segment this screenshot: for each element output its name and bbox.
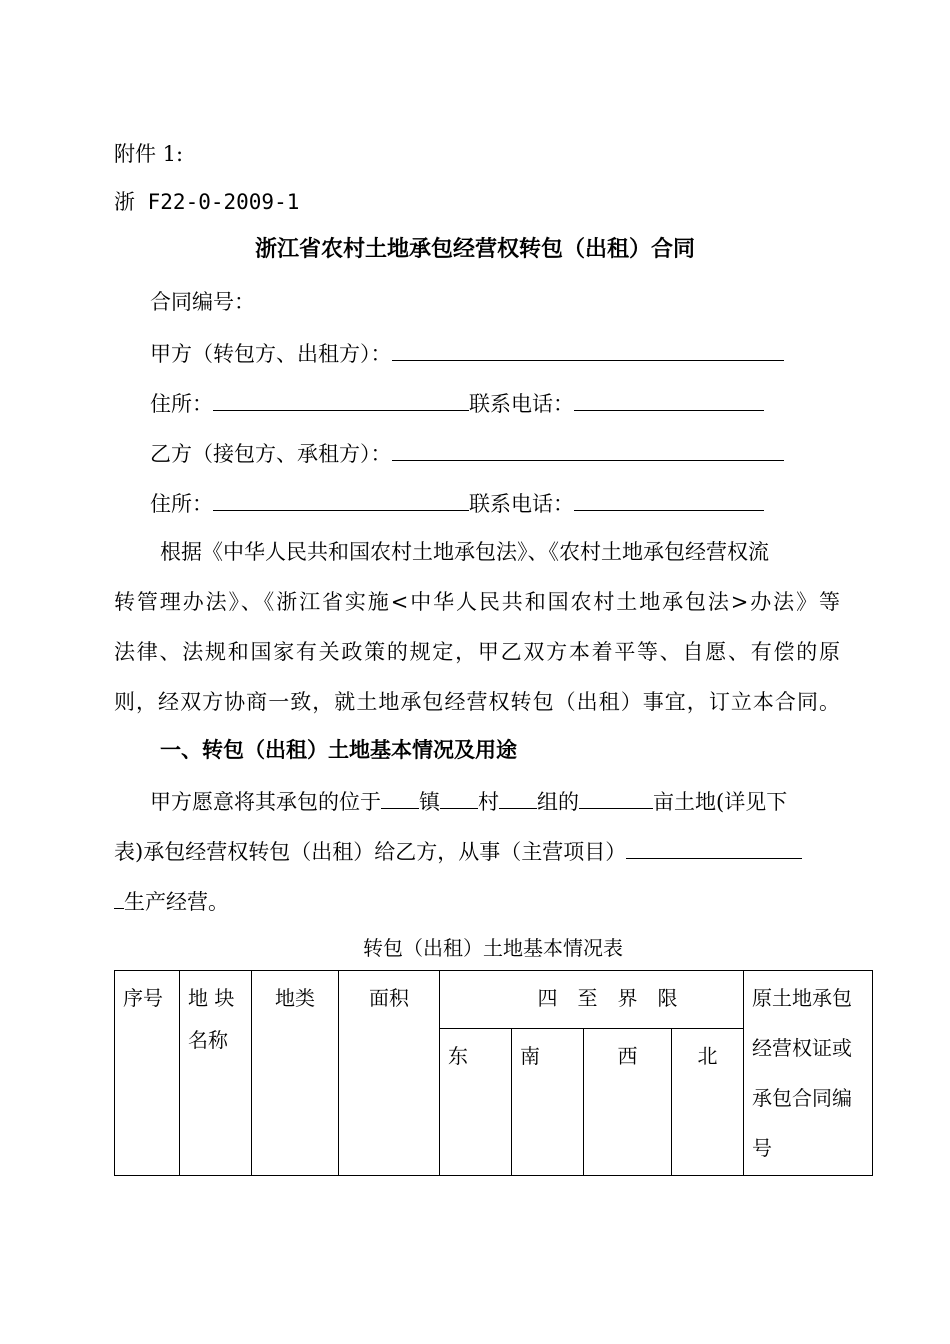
address-label: 住所： xyxy=(150,392,213,416)
town-blank[interactable] xyxy=(381,786,419,809)
header-land-type: 地类 xyxy=(252,971,339,1176)
party-b-address-row xyxy=(150,488,764,518)
table-caption: 转包（出租）土地基本情况表 xyxy=(363,936,623,960)
party-a-address-blank[interactable] xyxy=(213,388,469,411)
land-info-table xyxy=(114,970,873,1176)
party-b-phone-blank[interactable] xyxy=(574,488,764,511)
attachment-label: 附件 1: xyxy=(114,142,184,166)
group-label: 组的 xyxy=(537,790,579,814)
phone-label: 联系电话： xyxy=(469,392,574,416)
party-b-address-blank[interactable] xyxy=(213,488,469,511)
section-1-paragraph-line-1 xyxy=(150,786,787,816)
preamble-line-4: 则，经双方协商一致，就土地承包经营权转包（出租）事宜，订立本合同。 xyxy=(114,690,840,714)
business-blank[interactable] xyxy=(626,836,802,859)
header-west: 西 xyxy=(584,1029,672,1176)
party-a-label: 甲方（转包方、出租方）： xyxy=(150,342,392,366)
section-1-heading: 一、转包（出租）土地基本情况及用途 xyxy=(160,737,517,762)
party-a-address-row xyxy=(150,388,764,418)
header-certificate: 原土地承包 经营权证或 承包合同编 号 xyxy=(744,971,873,1176)
contract-number-label: 合同编号： xyxy=(150,290,255,314)
header-south: 南 xyxy=(512,1029,584,1176)
area-blank[interactable] xyxy=(579,786,653,809)
header-east: 东 xyxy=(440,1029,512,1176)
header-serial: 序号 xyxy=(115,971,180,1176)
document-code: 浙 F22-0-2009-1 xyxy=(114,190,300,214)
village-label: 村 xyxy=(478,790,499,814)
party-b-blank[interactable] xyxy=(392,438,784,461)
business-blank-continued[interactable] xyxy=(114,886,124,909)
preamble-line-3: 法律、法规和国家有关政策的规定，甲乙双方本着平等、自愿、有偿的原 xyxy=(114,640,840,664)
town-label: 镇 xyxy=(419,790,440,814)
phone-label: 联系电话： xyxy=(469,492,574,516)
preamble-line-1: 根据《中华人民共和国农村土地承包法》、《农村土地承包经营权流 xyxy=(160,540,769,564)
address-label: 住所： xyxy=(150,492,213,516)
business-label: 表)承包经营权转包（出租）给乙方，从事（主营项目） xyxy=(114,840,627,864)
preamble-line-2: 转管理办法》、《浙江省实施<中华人民共和国农村土地承包法>办法》等 xyxy=(114,590,840,614)
section-1-paragraph-line-2 xyxy=(114,836,802,866)
group-blank[interactable] xyxy=(499,786,537,809)
section-1-paragraph-line-3 xyxy=(114,886,229,916)
mu-label: 亩土地(详见下 xyxy=(653,790,788,814)
header-plot-name: 地 块 名称 xyxy=(180,971,252,1176)
party-a-field xyxy=(150,338,784,368)
party-b-label: 乙方（接包方、承租方）： xyxy=(150,442,392,466)
party-a-phone-blank[interactable] xyxy=(574,388,764,411)
header-north: 北 xyxy=(672,1029,744,1176)
village-blank[interactable] xyxy=(440,786,478,809)
party-b-field xyxy=(150,438,784,468)
location-label: 甲方愿意将其承包的位于 xyxy=(150,790,381,814)
party-a-blank[interactable] xyxy=(392,338,784,361)
page-title: 浙江省农村土地承包经营权转包（出租）合同 xyxy=(254,236,695,262)
header-area: 面积 xyxy=(339,971,440,1176)
header-boundaries: 四 至 界 限 xyxy=(440,971,744,1029)
production-label: 生产经营。 xyxy=(124,890,229,914)
